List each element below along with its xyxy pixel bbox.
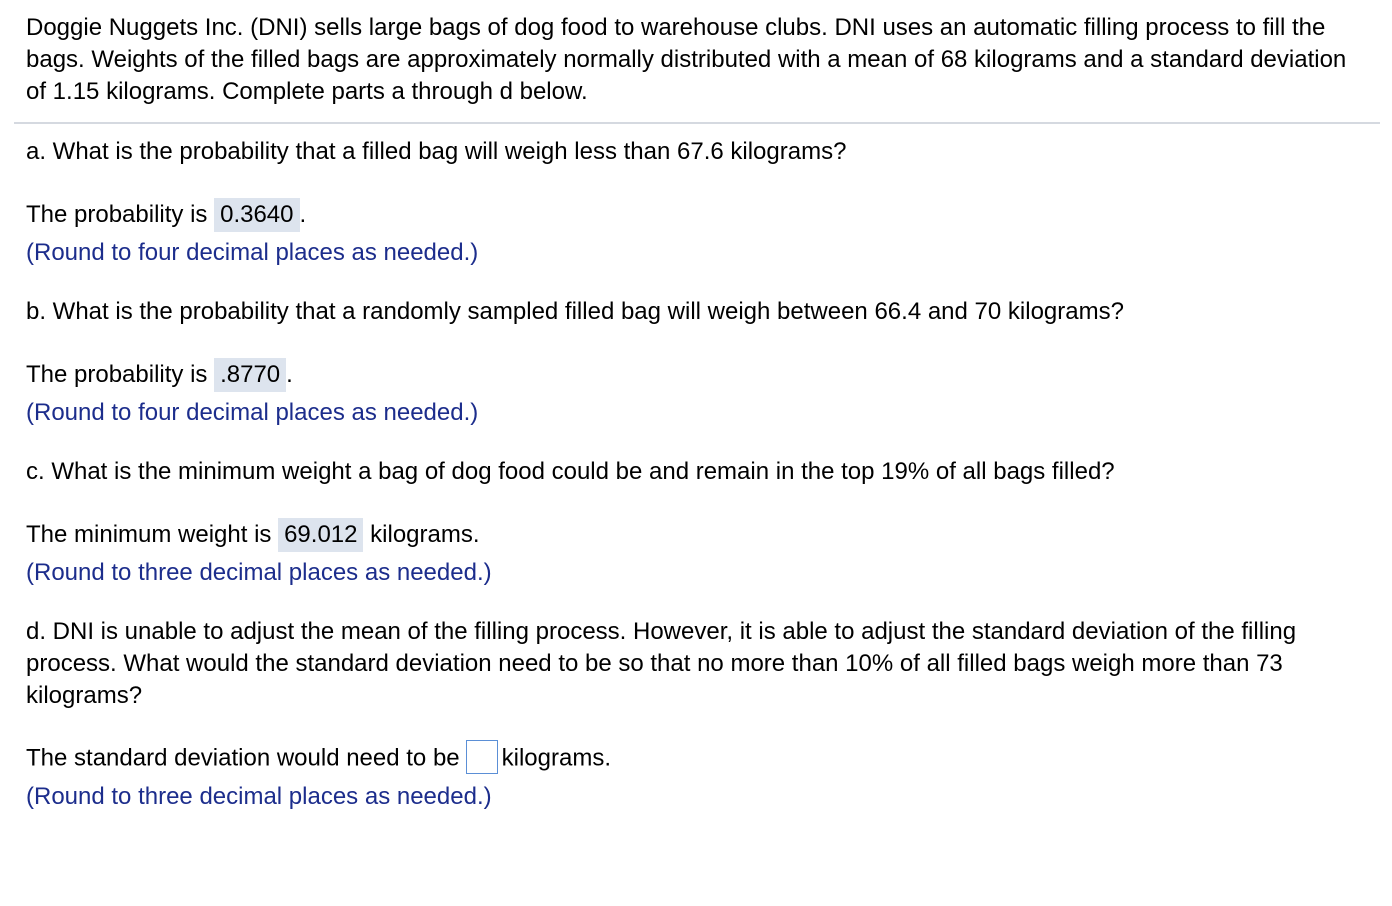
part-c-hint: (Round to three decimal places as needed.) [26, 559, 492, 586]
part-b-answer[interactable]: .8770 [214, 358, 286, 392]
part-d-question: d. DNI is unable to adjust the mean of the filling process. However, it is able to adjust the standard deviation of the filling process. What would the standard deviation need to be so that no more than 10% of all filled bags weigh more than 73 kilograms? [26, 618, 1297, 709]
part-b-answer-line [26, 358, 293, 392]
part-b-prefix: The probability is [26, 361, 208, 388]
part-a-answer[interactable]: 0.3640 [214, 198, 299, 232]
part-d-answer-line [26, 742, 611, 776]
part-a-answer-line [26, 198, 306, 232]
part-d-answer-input[interactable] [466, 740, 498, 774]
part-a-hint: (Round to four decimal places as needed.) [26, 239, 479, 266]
part-b-suffix: . [286, 361, 293, 388]
part-c-answer-line [26, 518, 480, 552]
part-b-question: b. What is the probability that a randomly sampled filled bag will weigh between 66.4 and 70 kilograms? [26, 298, 1124, 325]
part-d-prefix: The standard deviation would need to be [26, 744, 460, 772]
part-d-suffix: kilograms. [501, 744, 611, 772]
part-c-answer[interactable]: 69.012 [278, 518, 363, 552]
part-a-prefix: The probability is [26, 201, 208, 228]
part-d-hint: (Round to three decimal places as needed.) [26, 783, 492, 810]
divider [14, 122, 1380, 124]
problem-intro: Doggie Nuggets Inc. (DNI) sells large bags of dog food to warehouse clubs. DNI uses an automatic filling process to fill the bags. Weights of the filled bags are approximately normally distributed with a mean of 68 kilograms and a standard deviation of 1.15 kilograms. Complete parts a through d below. [26, 14, 1347, 105]
part-a-question: a. What is the probability that a filled bag will weigh less than 67.6 kilograms? [26, 138, 847, 165]
part-c-question: c. What is the minimum weight a bag of dog food could be and remain in the top 19% of all bags filled? [26, 458, 1115, 485]
part-b-hint: (Round to four decimal places as needed.) [26, 399, 479, 426]
part-c-prefix: The minimum weight is [26, 521, 272, 548]
part-c-suffix: kilograms. [370, 521, 480, 548]
part-a-suffix: . [299, 201, 307, 228]
